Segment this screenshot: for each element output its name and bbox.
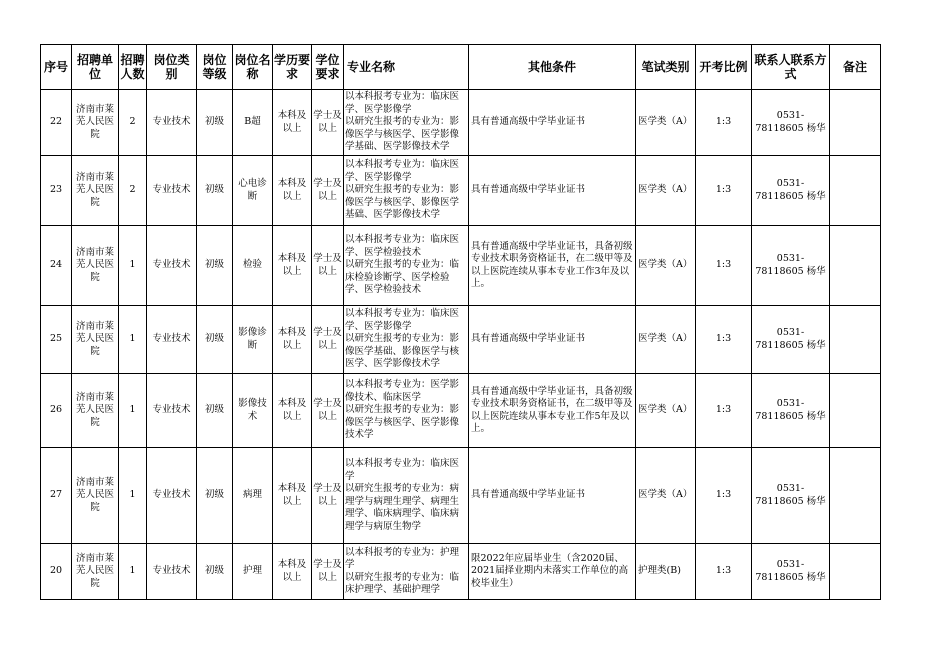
cell-other: 限2022年应届毕业生（含2020届、2021届择业期内未落实工作单位的高校毕业生） (469, 544, 636, 600)
header-ratio: 开考比例 (696, 45, 752, 90)
table-row (41, 226, 881, 306)
table-row (41, 156, 881, 226)
header-category: 岗位类别 (147, 45, 197, 90)
cell-contact: 0531-78118605 杨华 (752, 226, 830, 306)
header-edu: 学历要求 (273, 45, 312, 90)
cell-level: 初级 (197, 90, 233, 156)
cell-other: 具有普通高级中学毕业证书，具备初级专业技术职务资格证书，在二级甲等及以上医院连续从事本专业工作3年及以上。 (469, 226, 636, 306)
cell-level: 初级 (197, 374, 233, 448)
cell-other: 具有普通高级中学毕业证书，具备初级专业技术职务资格证书，在二级甲等及以上医院连续从事本专业工作5年及以上。 (469, 374, 636, 448)
cell-no: 22 (41, 90, 72, 156)
cell-post: 心电诊断 (233, 156, 273, 226)
cell-edu: 本科及以上 (273, 156, 312, 226)
header-level: 岗位等级 (197, 45, 233, 90)
cell-edu: 本科及以上 (273, 226, 312, 306)
cell-major: 以本科报考专业为：临床医学、医学影像学 以研究生报考的专业为：影像医学与核医学、医学影像学基础、医学影像技术学 (344, 90, 469, 156)
cell-edu: 本科及以上 (273, 544, 312, 600)
cell-ratio: 1:3 (696, 156, 752, 226)
cell-unit: 济南市莱芜人民医院 (72, 448, 119, 544)
cell-level: 初级 (197, 544, 233, 600)
cell-unit: 济南市莱芜人民医院 (72, 374, 119, 448)
table-row (41, 374, 881, 448)
cell-unit: 济南市莱芜人民医院 (72, 226, 119, 306)
cell-note (830, 90, 881, 156)
header-other: 其他条件 (469, 45, 636, 90)
cell-exam: 医学类（A） (636, 156, 696, 226)
cell-post: 病理 (233, 448, 273, 544)
cell-other: 具有普通高级中学毕业证书 (469, 448, 636, 544)
cell-note (830, 226, 881, 306)
cell-contact: 0531-78118605 杨华 (752, 90, 830, 156)
table-row (41, 90, 881, 156)
cell-no: 27 (41, 448, 72, 544)
header-no: 序号 (41, 45, 72, 90)
cell-exam: 医学类（A） (636, 90, 696, 156)
table-row (41, 544, 881, 600)
cell-edu: 本科及以上 (273, 448, 312, 544)
cell-ratio: 1:3 (696, 90, 752, 156)
cell-major: 以本科报考专业为：临床医学、医学影像学 以研究生报考的专业为：影像医学基础、影像医学与核医学、医学影像技术学 (344, 306, 469, 374)
cell-category: 专业技术 (147, 374, 197, 448)
cell-unit: 济南市莱芜人民医院 (72, 156, 119, 226)
cell-other: 具有普通高级中学毕业证书 (469, 156, 636, 226)
cell-major: 以本科报考专业为：临床医学、医学影像学 以研究生报考的专业为：影像医学与核医学、影像医学基础、医学影像技术学 (344, 156, 469, 226)
cell-ratio: 1:3 (696, 448, 752, 544)
cell-exam: 医学类（A） (636, 374, 696, 448)
cell-exam: 医学类（A） (636, 306, 696, 374)
cell-note (830, 306, 881, 374)
cell-major: 以本科报考的专业为：护理学 以研究生报考的专业为：临床护理学、基础护理学 (344, 544, 469, 600)
cell-level: 初级 (197, 156, 233, 226)
cell-edu: 本科及以上 (273, 306, 312, 374)
cell-ratio: 1:3 (696, 226, 752, 306)
cell-no: 23 (41, 156, 72, 226)
cell-other: 具有普通高级中学毕业证书 (469, 306, 636, 374)
cell-category: 专业技术 (147, 90, 197, 156)
cell-contact: 0531-78118605 杨华 (752, 306, 830, 374)
cell-degree: 学士及以上 (312, 306, 344, 374)
cell-count: 1 (119, 226, 147, 306)
header-degree: 学位要求 (312, 45, 344, 90)
table-row (41, 448, 881, 544)
cell-category: 专业技术 (147, 226, 197, 306)
cell-degree: 学士及以上 (312, 544, 344, 600)
cell-count: 2 (119, 90, 147, 156)
cell-degree: 学士及以上 (312, 90, 344, 156)
cell-post: 检验 (233, 226, 273, 306)
cell-post: 护理 (233, 544, 273, 600)
cell-no: 20 (41, 544, 72, 600)
cell-level: 初级 (197, 306, 233, 374)
cell-note (830, 156, 881, 226)
header-post: 岗位名称 (233, 45, 273, 90)
cell-note (830, 544, 881, 600)
cell-unit: 济南市莱芜人民医院 (72, 544, 119, 600)
cell-count: 1 (119, 448, 147, 544)
cell-unit: 济南市莱芜人民医院 (72, 90, 119, 156)
cell-major: 以本科报考专业为：临床医学 以研究生报考的专业为：病理学与病理生理学、病理生理学、临床病理学、临床病理学与病原生物学 (344, 448, 469, 544)
cell-post: 影像技术 (233, 374, 273, 448)
cell-major: 以本科报考专业为：医学影像技术、临床医学 以研究生报考的专业为：影像医学与核医学、医学影像技术学 (344, 374, 469, 448)
cell-contact: 0531-78118605 杨华 (752, 448, 830, 544)
cell-category: 专业技术 (147, 448, 197, 544)
cell-degree: 学士及以上 (312, 448, 344, 544)
cell-degree: 学士及以上 (312, 156, 344, 226)
cell-post: B超 (233, 90, 273, 156)
cell-contact: 0531-78118605 杨华 (752, 544, 830, 600)
header-unit: 招聘单位 (72, 45, 119, 90)
cell-level: 初级 (197, 226, 233, 306)
cell-no: 26 (41, 374, 72, 448)
cell-exam: 护理类(B) (636, 544, 696, 600)
cell-other: 具有普通高级中学毕业证书 (469, 90, 636, 156)
cell-count: 1 (119, 306, 147, 374)
cell-post: 影像诊断 (233, 306, 273, 374)
cell-category: 专业技术 (147, 544, 197, 600)
cell-category: 专业技术 (147, 156, 197, 226)
cell-ratio: 1:3 (696, 374, 752, 448)
cell-category: 专业技术 (147, 306, 197, 374)
cell-contact: 0531-78118605 杨华 (752, 374, 830, 448)
header-contact: 联系人联系方式 (752, 45, 830, 90)
cell-major: 以本科报考专业为：临床医学、医学检验技术 以研究生报考的专业为：临床检验诊断学、医学检验学、医学检验技术 (344, 226, 469, 306)
table-row (41, 306, 881, 374)
cell-no: 25 (41, 306, 72, 374)
header-exam: 笔试类别 (636, 45, 696, 90)
cell-count: 1 (119, 374, 147, 448)
cell-count: 2 (119, 156, 147, 226)
header-row (41, 45, 881, 90)
cell-degree: 学士及以上 (312, 374, 344, 448)
cell-exam: 医学类（A） (636, 226, 696, 306)
cell-note (830, 448, 881, 544)
cell-contact: 0531-78118605 杨华 (752, 156, 830, 226)
cell-unit: 济南市莱芜人民医院 (72, 306, 119, 374)
recruitment-table (40, 44, 881, 600)
cell-ratio: 1:3 (696, 544, 752, 600)
header-major: 专业名称 (344, 45, 469, 90)
cell-degree: 学士及以上 (312, 226, 344, 306)
cell-ratio: 1:3 (696, 306, 752, 374)
cell-level: 初级 (197, 448, 233, 544)
cell-count: 1 (119, 544, 147, 600)
cell-exam: 医学类（A） (636, 448, 696, 544)
cell-edu: 本科及以上 (273, 374, 312, 448)
cell-no: 24 (41, 226, 72, 306)
cell-note (830, 374, 881, 448)
cell-edu: 本科及以上 (273, 90, 312, 156)
header-note: 备注 (830, 45, 881, 90)
header-count: 招聘人数 (119, 45, 147, 90)
